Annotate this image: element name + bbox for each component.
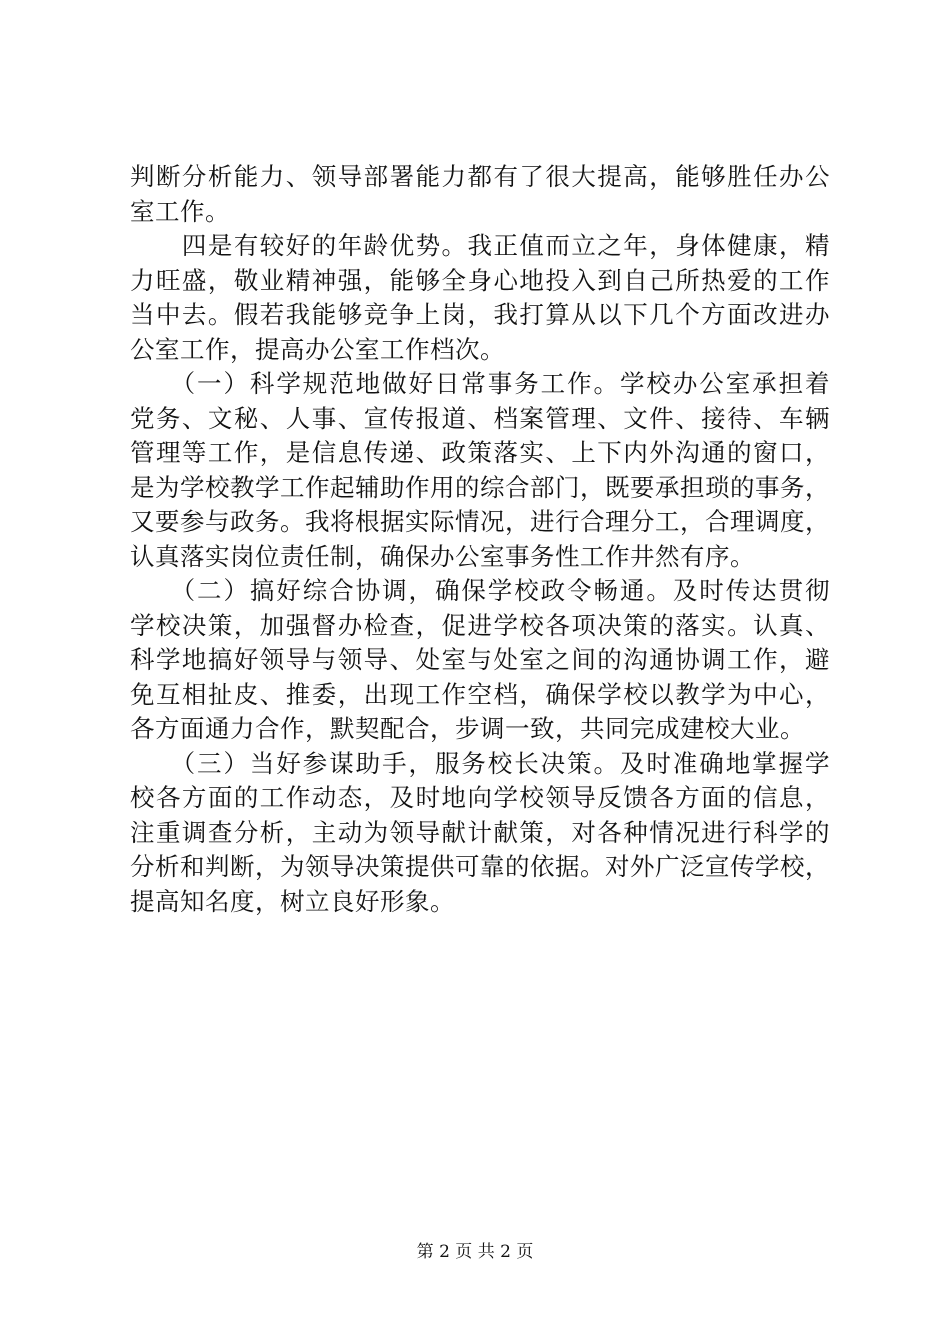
- document-body: [130, 160, 830, 919]
- text-line: 管理等工作，是信息传递、政策落实、上下内外沟通的窗口，: [130, 438, 830, 467]
- text-line: （三）当好参谋助手，服务校长决策。及时准确地掌握学: [130, 748, 830, 778]
- text-line: 注重调查分析，主动为领导献计献策，对各种情况进行科学的: [130, 817, 830, 847]
- text-line: 室工作。: [130, 196, 230, 226]
- text-line: 判断分析能力、领导部署能力都有了很大提高，能够胜任办公: [130, 162, 830, 191]
- text-line: 分析和判断，为领导决策提供可靠的依据。对外广泛宣传学校，: [130, 852, 830, 881]
- text-line: 党务、文秘、人事、宣传报道、档案管理、文件、接待、车辆: [130, 403, 830, 433]
- text-line: 公室工作，提高办公室工作档次。: [130, 334, 505, 364]
- text-line: 是为学校教学工作起辅助作用的综合部门，既要承担琐的事务，: [130, 472, 830, 502]
- text-line: （二）搞好综合协调，确保学校政令畅通。及时传达贯彻: [130, 576, 830, 605]
- text-line: 各方面通力合作，默契配合，步调一致，共同完成建校大业。: [130, 714, 805, 743]
- text-line: 学校决策，加强督办检查，促进学校各项决策的落实。认真、: [130, 610, 830, 640]
- text-line: 免互相扯皮、推委，出现工作空档，确保学校以教学为中心，: [130, 679, 830, 709]
- text-line: 提高知名度，树立良好形象。: [130, 886, 455, 916]
- page-footer: 第 2 页 共 2 页: [416, 1242, 534, 1262]
- text-line: 认真落实岗位责任制，确保办公室事务性工作井然有序。: [130, 541, 755, 571]
- text-line: 四是有较好的年龄优势。我正值而立之年，身体健康，精: [130, 231, 830, 260]
- text-line: 科学地搞好领导与领导、处室与处室之间的沟通协调工作，避: [130, 645, 830, 674]
- text-line: 又要参与政务。我将根据实际情况，进行合理分工，合理调度，: [130, 507, 830, 536]
- text-line: 力旺盛，敬业精神强，能够全身心地投入到自己所热爱的工作: [130, 265, 830, 295]
- text-line: （一）科学规范地做好日常事务工作。学校办公室承担着: [130, 369, 830, 398]
- text-line: 校各方面的工作动态，及时地向学校领导反馈各方面的信息，: [130, 783, 830, 812]
- text-line: 当中去。假若我能够竞争上岗，我打算从以下几个方面改进办: [130, 300, 830, 329]
